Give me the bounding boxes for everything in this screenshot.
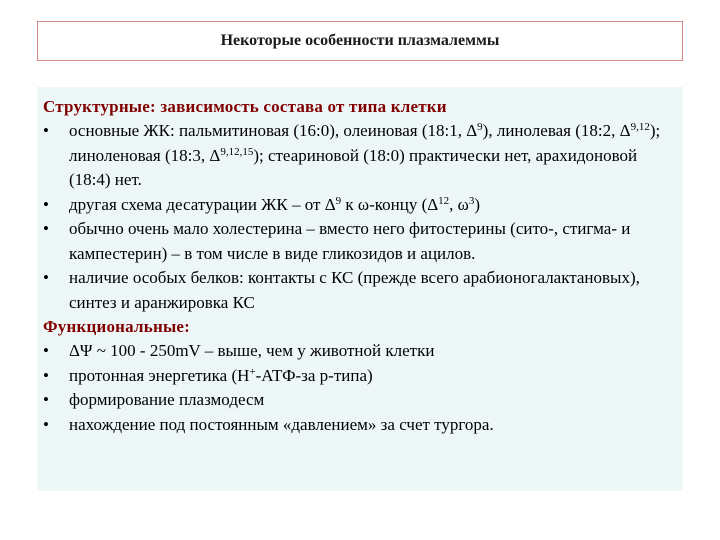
item-text: наличие особых белков: контакты с КС (прежде всего арабионогалактановых), синтез и аранжировка КС [69,268,640,312]
superscript: 9 [335,194,342,207]
functional-list [43,339,679,437]
functional-heading: Функциональные: [43,317,191,336]
item-text: обычно очень мало холестерина – вместо него фитостерины (сито-, стигма- и кампестерин) – в том числе в виде гликозидов и ацилов. [69,219,631,263]
bullet-icon: • [43,390,49,409]
item-text: ); стеариновой (18:0) практически нет, арахидоновой (18:4) нет. [69,145,638,189]
content-panel [37,87,683,491]
bullet-icon: • [43,341,49,360]
list-item [43,119,679,193]
bullet-icon: • [43,121,49,140]
superscript: 9,12 [630,121,650,133]
item-text: другая схема десатурации ЖК – от Δ [69,194,336,214]
item-text: ΔΨ ~ 100 - 250mV – выше, чем у животной клетки [69,341,435,360]
structural-heading: Структурные: зависимость состава от типа клетки [43,97,447,116]
superscript: 3 [468,194,475,207]
superscript: 9 [477,121,483,133]
item-text: , ω [449,194,469,214]
list-item [43,266,679,315]
list-item [43,413,679,438]
item-text: ) [474,194,481,214]
item-text: ), линолевая (18:2, Δ [482,121,631,140]
structural-list [43,119,679,315]
list-item [43,193,679,218]
superscript: 9,12,15 [220,145,254,158]
list-item [43,364,679,389]
slide-title: Некоторые особенности плазмалеммы [220,32,500,49]
bullet-icon: • [43,365,49,385]
item-text: -АТФ-за р-типа) [255,365,373,385]
item-text: основные ЖК: пальмитиновая (16:0), олеиновая (18:1, Δ [69,121,478,140]
item-text: протонная энергетика (Н [69,365,250,385]
bullet-icon: • [43,194,49,214]
slide-title-box [37,21,683,61]
bullet-icon: • [43,414,49,434]
item-text: формирование плазмодесм [69,390,265,409]
item-text: нахождение под постоянным «давлением» за счет тургора. [69,414,494,434]
item-text: ); линоленовая (18:3, Δ [69,121,661,165]
superscript: 12 [438,194,450,207]
list-item [43,339,679,364]
superscript: + [249,365,256,378]
item-text: к ω-концу (Δ [341,194,439,214]
list-item [43,388,679,413]
bullet-icon: • [43,268,49,287]
list-item [43,217,679,266]
bullet-icon: • [43,219,49,238]
